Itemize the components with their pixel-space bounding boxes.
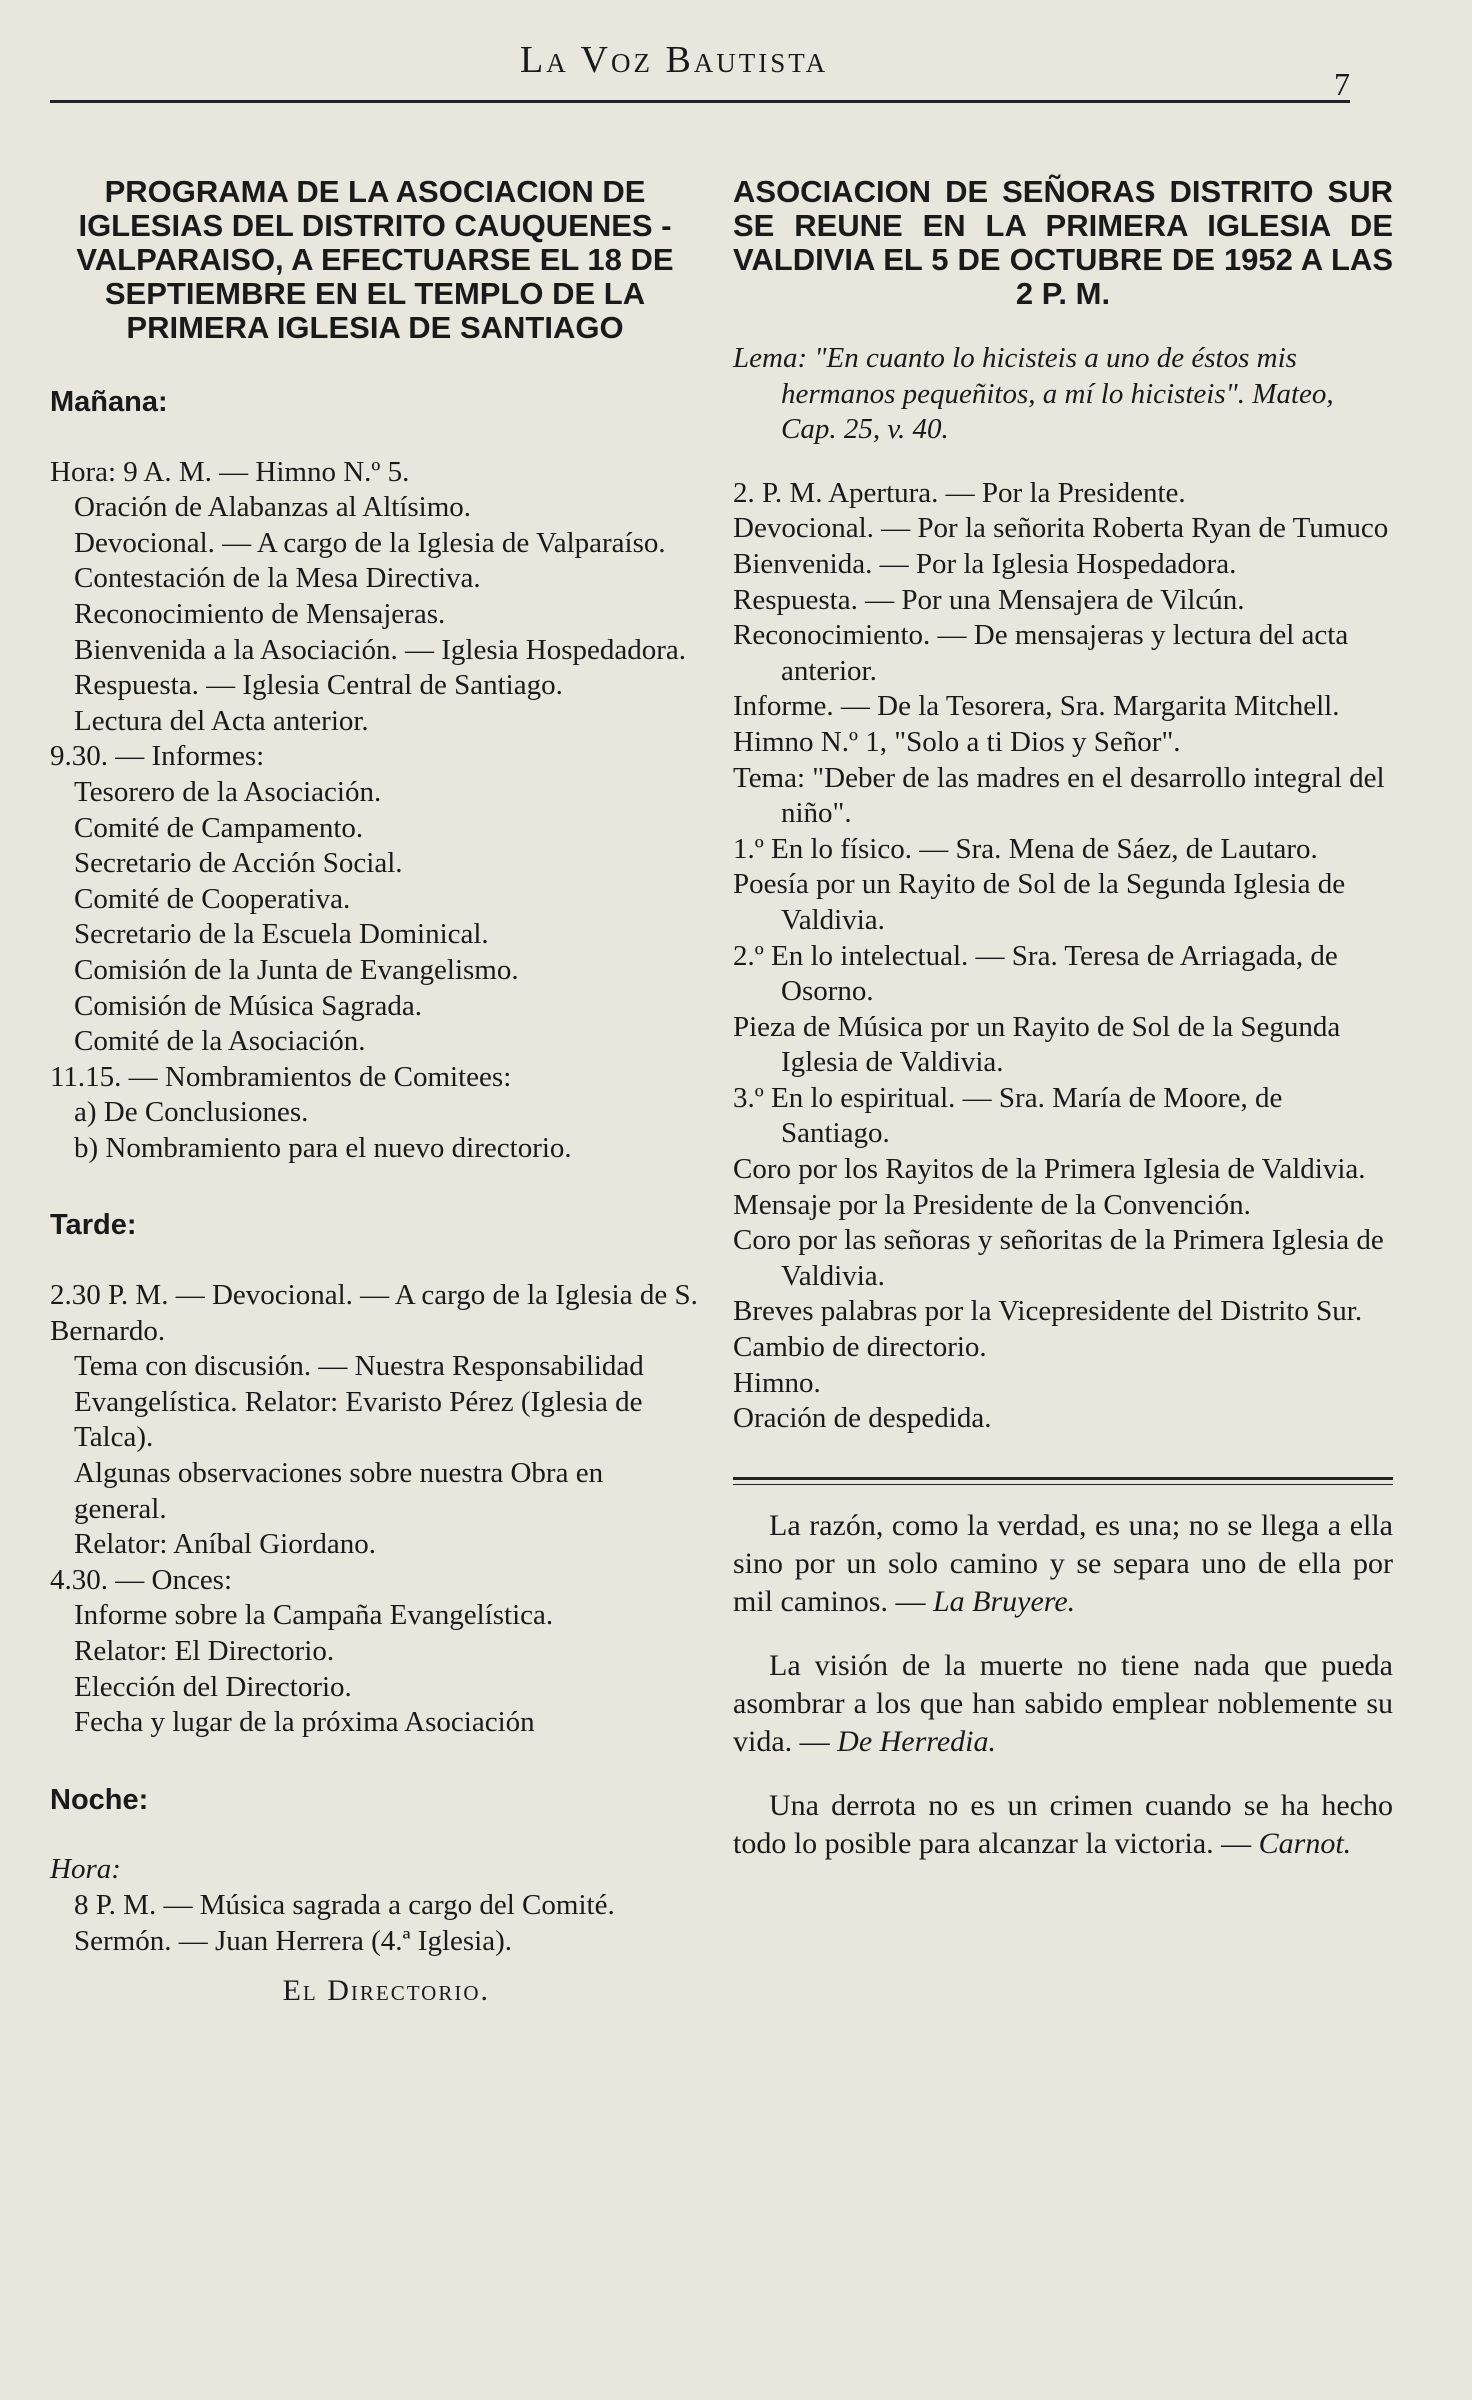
program-line: Informe. — De la Tesorera, Sra. Margarita Mitchell.	[733, 690, 1340, 723]
program-line: Respuesta. — Por una Mensajera de Vilcún.	[733, 583, 1245, 616]
program-line: 2.º En lo intelectual. — Sra. Teresa de Arriagada, de Osorno.	[733, 939, 1338, 1008]
program-line: 4.30. — Onces:	[50, 1563, 233, 1596]
section-divider	[733, 1477, 1393, 1485]
program-line: Comisión de la Junta de Evangelismo.	[74, 953, 519, 986]
program-heading: PROGRAMA DE LA ASOCIACION DE IGLESIAS DEL DISTRITO CAUQUENES - VALPARAISO, A EFECTUARSE EL 18 DE SEPTIEMBRE EN EL TEMPLO DE LA PRIMERA IGLESIA DE SANTIAGO	[76, 174, 674, 345]
program-line: Informe sobre la Campaña Evangelística.	[74, 1599, 554, 1632]
quote-text: Una derrota no es un crimen cuando se ha hecho todo lo posible para alcanzar la victoria. —	[733, 1788, 1393, 1860]
program-line: Devocional. — Por la señorita Roberta Ryan de Tumuco	[733, 512, 1389, 545]
program-line: 9.30. — Informes:	[50, 740, 265, 773]
program-line: 1.º En lo físico. — Sra. Mena de Sáez, de Lautaro.	[733, 832, 1318, 865]
program-line: 11.15. — Nombramientos de Comitees:	[50, 1060, 512, 1093]
right-column	[733, 175, 1393, 1889]
header-rule	[50, 100, 1350, 103]
page-header	[50, 38, 1350, 108]
program-line: Tema: "Deber de las madres en el desarrollo integral del niño".	[733, 761, 1385, 830]
program-line: 2.30 P. M. — Devocional. — A cargo de la Iglesia de S. Bernardo.	[50, 1279, 698, 1347]
program-line: Comité de Cooperativa.	[74, 882, 351, 915]
program-line: Fecha y lugar de la próxima Asociación	[74, 1706, 535, 1739]
program-line: 2. P. M. Apertura. — Por la Presidente.	[733, 476, 1186, 509]
program-line: Breves palabras por la Vicepresidente del Distrito Sur.	[733, 1295, 1363, 1328]
program-line: 8 P. M. — Música sagrada a cargo del Comité.	[74, 1888, 615, 1921]
program-line: Tesorero de la Asociación.	[74, 775, 382, 808]
program-line: Relator: El Directorio.	[74, 1635, 335, 1667]
program-line: Coro por las señoras y señoritas de la Primera Iglesia de Valdivia.	[733, 1224, 1384, 1292]
program-line: Hora:	[50, 1853, 121, 1886]
program-line: Oración de Alabanzas al Altísimo.	[74, 491, 472, 524]
program-line: Hora: 9 A. M. — Himno N.º 5.	[50, 455, 410, 488]
quote	[733, 1787, 1393, 1863]
program-line: Poesía por un Rayito de Sol de la Segunda Iglesia de Valdivia.	[733, 868, 1346, 936]
signature: El Directorio.	[282, 1974, 490, 2008]
quote-author: La Bruyere.	[932, 1584, 1076, 1618]
program-line: Algunas observaciones sobre nuestra Obra en general.	[74, 1457, 604, 1525]
program-line: Sermón. — Juan Herrera (4.ª Iglesia).	[74, 1924, 513, 1957]
program-line: Coro por los Rayitos de la Primera Iglesia de Valdivia.	[733, 1153, 1366, 1186]
quote	[733, 1507, 1393, 1621]
program-line: Reconocimiento de Mensajeras.	[74, 597, 446, 630]
tarde-list	[50, 1278, 700, 1741]
program-line: Relator: Aníbal Giordano.	[74, 1528, 377, 1561]
program-line: Oración de despedida.	[733, 1402, 992, 1435]
quote-text: La visión de la muerte no tiene nada que pueda asombrar a los que han sabido emplear noblemente su vida. —	[733, 1648, 1393, 1758]
program-line: Mensaje por la Presidente de la Convención.	[733, 1188, 1251, 1221]
ladies-heading: ASOCIACION DE SEÑORAS DISTRITO SUR SE REUNE EN LA PRIMERA IGLESIA DE VALDIVIA EL 5 DE OCTUBRE DE 1952 A LAS 2 P. M.	[733, 174, 1393, 311]
program-line: Lectura del Acta anterior.	[74, 704, 369, 737]
program-line: Elección del Directorio.	[74, 1670, 352, 1703]
program-line: Secretario de Acción Social.	[74, 847, 403, 880]
program-line: Reconocimiento. — De mensajeras y lectura del acta anterior.	[733, 619, 1349, 687]
quote-author: De Herredia.	[837, 1724, 997, 1758]
program-line: Comité de Campamento.	[74, 811, 364, 844]
program-line: Bienvenida. — Por la Iglesia Hospedadora.	[733, 547, 1237, 580]
manana-label: Mañana:	[50, 386, 168, 418]
program-line: Tema con discusión. — Nuestra Responsabilidad Evangelística. Relator: Evaristo Pérez (Iglesia de Talca).	[74, 1350, 644, 1454]
noche-label: Noche:	[50, 1783, 149, 1816]
program-line: 3.º En lo espiritual. — Sra. María de Moore, de Santiago.	[733, 1081, 1283, 1150]
manana-list	[50, 455, 700, 1167]
program-line: Himno.	[733, 1366, 821, 1399]
program-line: Secretario de la Escuela Dominical.	[74, 918, 489, 951]
ladies-program	[733, 476, 1393, 1437]
program-line: Himno N.º 1, "Solo a ti Dios y Señor".	[733, 725, 1181, 758]
program-line: a) De Conclusiones.	[74, 1096, 309, 1129]
program-line: Bienvenida a la Asociación. — Iglesia Hospedadora.	[74, 633, 687, 666]
lema: Lema: "En cuanto lo hicisteis a uno de éstos mis hermanos pequeñitos, a mí lo hicisteis". Mateo, Cap. 25, v. 40.	[733, 342, 1334, 446]
program-line: Comité de la Asociación.	[74, 1025, 366, 1058]
left-column	[50, 175, 700, 2009]
quote-text: La razón, como la verdad, es una; no se llega a ella sino por un solo camino y se separa uno de ella por mil caminos. —	[733, 1508, 1393, 1618]
program-line: Comisión de Música Sagrada.	[74, 989, 422, 1022]
page-number: 7	[1334, 66, 1350, 102]
program-line: b) Nombramiento para el nuevo directorio.	[74, 1131, 572, 1164]
program-line: Pieza de Música por un Rayito de Sol de la Segunda Iglesia de Valdivia.	[733, 1010, 1341, 1079]
program-line: Cambio de directorio.	[733, 1331, 987, 1364]
quote	[733, 1647, 1393, 1761]
quote-author: Carnot.	[1258, 1826, 1352, 1860]
tarde-label: Tarde:	[50, 1209, 137, 1242]
masthead-title: La Voz Bautista	[520, 39, 829, 81]
program-line: Contestación de la Mesa Directiva.	[74, 562, 481, 595]
program-line: Devocional. — A cargo de la Iglesia de Valparaíso.	[74, 526, 666, 559]
noche-list	[50, 1852, 700, 1959]
program-line: Respuesta. — Iglesia Central de Santiago.	[74, 669, 563, 702]
